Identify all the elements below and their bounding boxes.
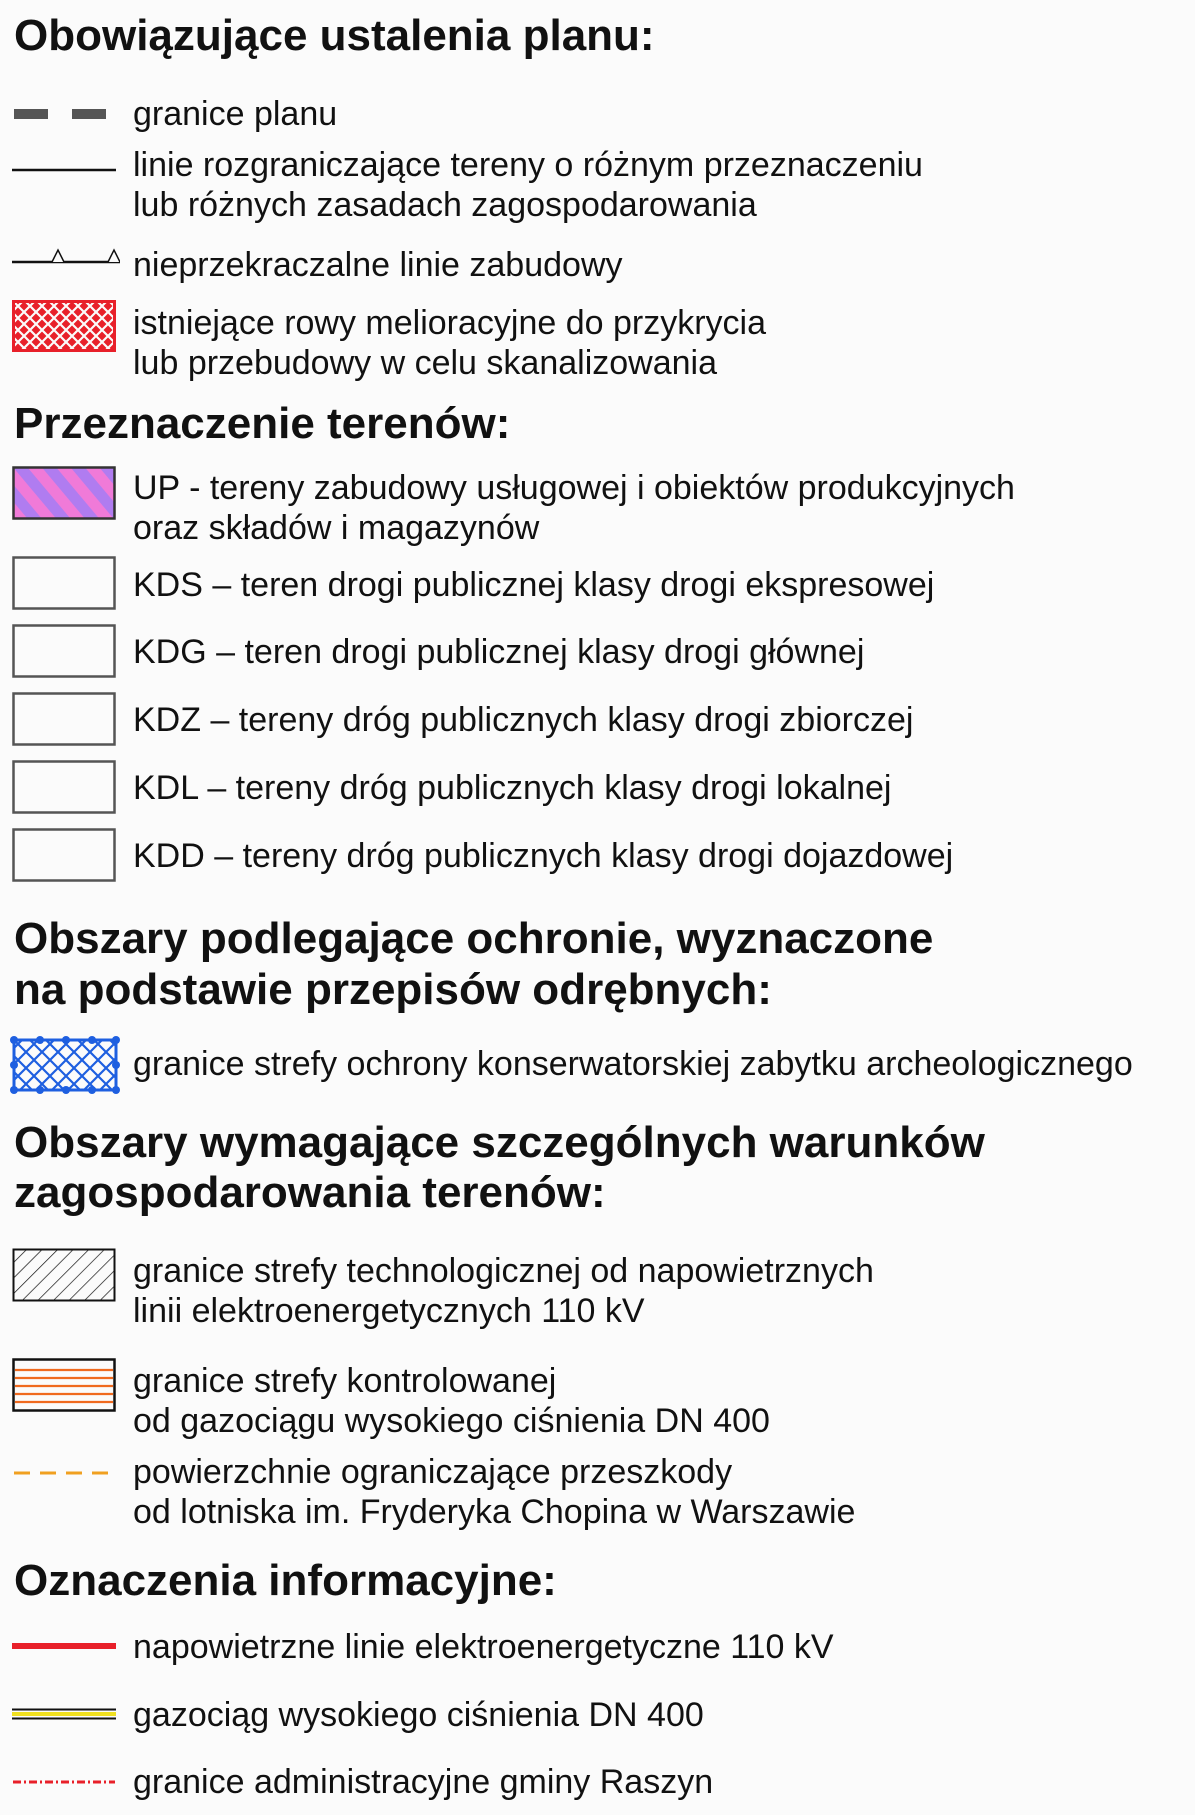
legend-label-up-2: oraz składów i magazynów <box>133 509 540 547</box>
legend-label-gas-zone-2: od gazociągu wysokiego ciśnienia DN 400 <box>133 1402 770 1440</box>
legend-label-power-line: napowietrzne linie elektroenergetyczne 110 kV <box>133 1628 834 1666</box>
legend-label-dividing-lines-2: lub różnych zasadach zagospodarowania <box>133 186 757 224</box>
legend-label-airport-2: od lotniska im. Fryderyka Chopina w Warszawie <box>133 1493 856 1531</box>
legend-label-ditches-2: lub przebudowy w celu skanalizowania <box>133 344 717 382</box>
legend-label-kds: KDS – teren drogi publicznej klasy drogi ekspresowej <box>133 566 935 604</box>
legend-label-up-1: UP - tereny zabudowy usługowej i obiektów produkcyjnych <box>133 469 1015 507</box>
plan-boundary-symbol <box>12 104 112 124</box>
legend-label-tech-zone-1: granice strefy technologicznej od napowietrznych <box>133 1252 874 1290</box>
kdd-symbol <box>12 828 116 882</box>
gas-pipeline-symbol <box>12 1706 116 1722</box>
up-zone-symbol <box>12 466 116 520</box>
kdl-symbol <box>12 760 116 814</box>
kdg-symbol <box>12 624 116 678</box>
tech-zone-symbol <box>12 1248 116 1302</box>
legend-label-ditches-1: istniejące rowy melioracyjne do przykrycia <box>133 304 767 342</box>
section-title-protected-2: na podstawie przepisów odrębnych: <box>14 965 772 1014</box>
legend-label-dividing-lines-1: linie rozgraniczające tereny o różnym przeznaczeniu <box>133 146 923 184</box>
legend-label-building-lines: nieprzekraczalne linie zabudowy <box>133 246 623 284</box>
section-title-protected-1: Obszary podlegające ochronie, wyznaczone <box>14 914 934 963</box>
legend-label-kdl: KDL – tereny dróg publicznych klasy drogi lokalnej <box>133 769 892 807</box>
legend-label-plan-boundary: granice planu <box>133 95 338 133</box>
dividing-line-symbol <box>12 160 116 180</box>
legend-label-tech-zone-2: linii elektroenergetycznych 110 kV <box>133 1292 645 1330</box>
airport-surface-symbol <box>12 1465 116 1481</box>
legend-label-admin-boundary: granice administracyjne gminy Raszyn <box>133 1763 714 1801</box>
gas-zone-symbol <box>12 1358 116 1412</box>
ditch-symbol <box>12 300 116 352</box>
power-line-symbol <box>12 1638 116 1654</box>
kds-symbol <box>12 556 116 610</box>
admin-boundary-symbol <box>12 1776 116 1788</box>
legend-label-archaeo: granice strefy ochrony konserwatorskiej zabytku archeologicznego <box>133 1045 1133 1083</box>
section-title-land-use: Przeznaczenie terenów: <box>14 399 511 448</box>
section-title-info: Oznaczenia informacyjne: <box>14 1556 557 1605</box>
section-title-special-1: Obszary wymagające szczególnych warunków <box>14 1118 985 1167</box>
legend-label-gas-pipeline: gazociąg wysokiego ciśnienia DN 400 <box>133 1696 704 1734</box>
legend-label-kdg: KDG – teren drogi publicznej klasy drogi głównej <box>133 633 865 671</box>
kdz-symbol <box>12 692 116 746</box>
section-title-binding: Obowiązujące ustalenia planu: <box>14 11 655 60</box>
section-title-special-2: zagospodarowania terenów: <box>14 1168 606 1217</box>
archaeo-zone-symbol <box>10 1036 120 1094</box>
legend-label-kdz: KDZ – tereny dróg publicznych klasy drogi zbiorczej <box>133 701 914 739</box>
legend-label-airport-1: powierzchnie ograniczające przeszkody <box>133 1453 733 1491</box>
building-line-symbol <box>12 242 120 268</box>
legend-label-kdd: KDD – tereny dróg publicznych klasy drogi dojazdowej <box>133 837 954 875</box>
legend-label-gas-zone-1: granice strefy kontrolowanej <box>133 1362 557 1400</box>
